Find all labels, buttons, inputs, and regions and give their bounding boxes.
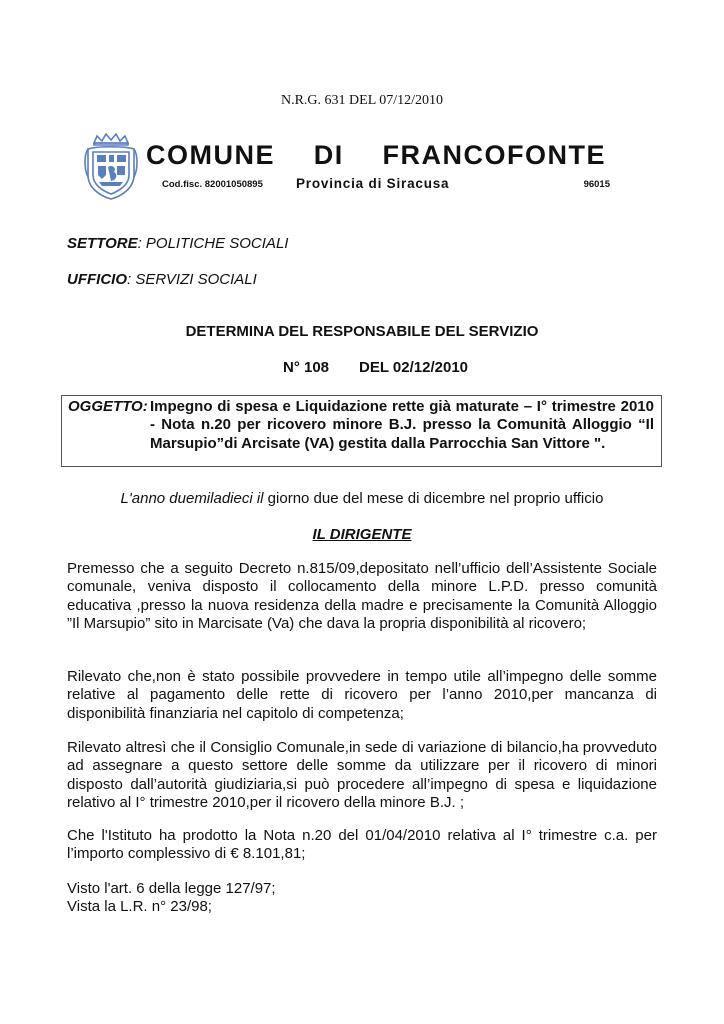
settore-value: : POLITICHE SOCIALI xyxy=(137,235,289,252)
oggetto-box xyxy=(61,395,662,467)
comune-title xyxy=(146,140,606,171)
postal-code: 96015 xyxy=(583,179,610,190)
intro-rest: giorno due del mese di dicembre nel proprio ufficio xyxy=(263,490,604,507)
intro-italic: L'anno duemiladieci il xyxy=(120,490,264,507)
paragraph-visto: Visto l'art. 6 della legge 127/97; xyxy=(67,880,276,897)
provincia: Provincia di Siracusa xyxy=(296,176,450,191)
settore-line xyxy=(67,235,288,252)
determina-number: N° 108 xyxy=(283,359,330,376)
dirigente-heading: IL DIRIGENTE xyxy=(312,526,412,543)
comune-word-3: FRANCOFONTE xyxy=(382,140,606,170)
ufficio-line xyxy=(67,271,257,288)
oggetto-text: Impegno di spesa e Liquidazione rette già maturate – I° trimestre 2010 - Nota n.20 per ricovero minore B.J. presso la Comunità Alloggio “Il Marsupio”di Arcisate (VA) gestita dalla Parrocchia San Vittore ". xyxy=(150,398,654,452)
paragraph-premesso: Premesso che a seguito Decreto n.815/09,depositato nell’ufficio dell’Assistente Sociale comunale, veniva disposto il collocamento della minore L.P.D. presso comunità educativa ,presso la nuova residenza della madre e precisamente la Comunità Alloggio ”Il Marsupio” sito in Marcisate (Va) che dava la propria disponibilità al ricovero; xyxy=(67,560,657,633)
ufficio-value: : SERVIZI SOCIALI xyxy=(127,271,257,288)
settore-label: SETTORE xyxy=(67,235,138,252)
determina-number-line xyxy=(283,359,468,376)
comune-word-1: COMUNE xyxy=(146,140,275,170)
paragraph-vista: Vista la L.R. n° 23/98; xyxy=(67,898,212,915)
paragraph-rilevato-2: Rilevato altresì che il Consiglio Comunale,in sede di variazione di bilancio,ha provveduto ad assegnare a questo settore delle somme da utilizzare per il ricovero di minori disposto dall’autorità giudiziaria,si può procedere all’impegno di spesa e liquidazione relativo al I° trimestre 2010,per il ricovero della minore B.J. ; xyxy=(67,739,657,812)
determina-date: DEL 02/12/2010 xyxy=(359,359,469,376)
paragraph-rilevato-1: Rilevato che,non è stato possibile provvedere in tempo utile all’impegno delle somme relative al pagamento delle rette di ricovero per l’anno 2010,per mancanza di disponibilità finanziaria nel capitolo di competenza; xyxy=(67,668,657,722)
registry-number: N.R.G. 631 DEL 07/12/2010 xyxy=(280,93,444,108)
determina-title: DETERMINA DEL RESPONSABILE DEL SERVIZIO xyxy=(185,323,539,340)
oggetto-label: OGGETTO: xyxy=(68,398,148,415)
municipal-crest-icon xyxy=(84,133,138,201)
intro-line xyxy=(0,490,724,507)
ufficio-label: UFFICIO xyxy=(67,271,127,288)
comune-word-2: DI xyxy=(313,140,344,170)
tax-code: Cod.fisc. 82001050895 xyxy=(162,179,263,190)
paragraph-che: Che l'Istituto ha prodotto la Nota n.20 del 01/04/2010 relativa al I° trimestre c.a. per l’importo complessivo di € 8.101,81; xyxy=(67,827,657,863)
